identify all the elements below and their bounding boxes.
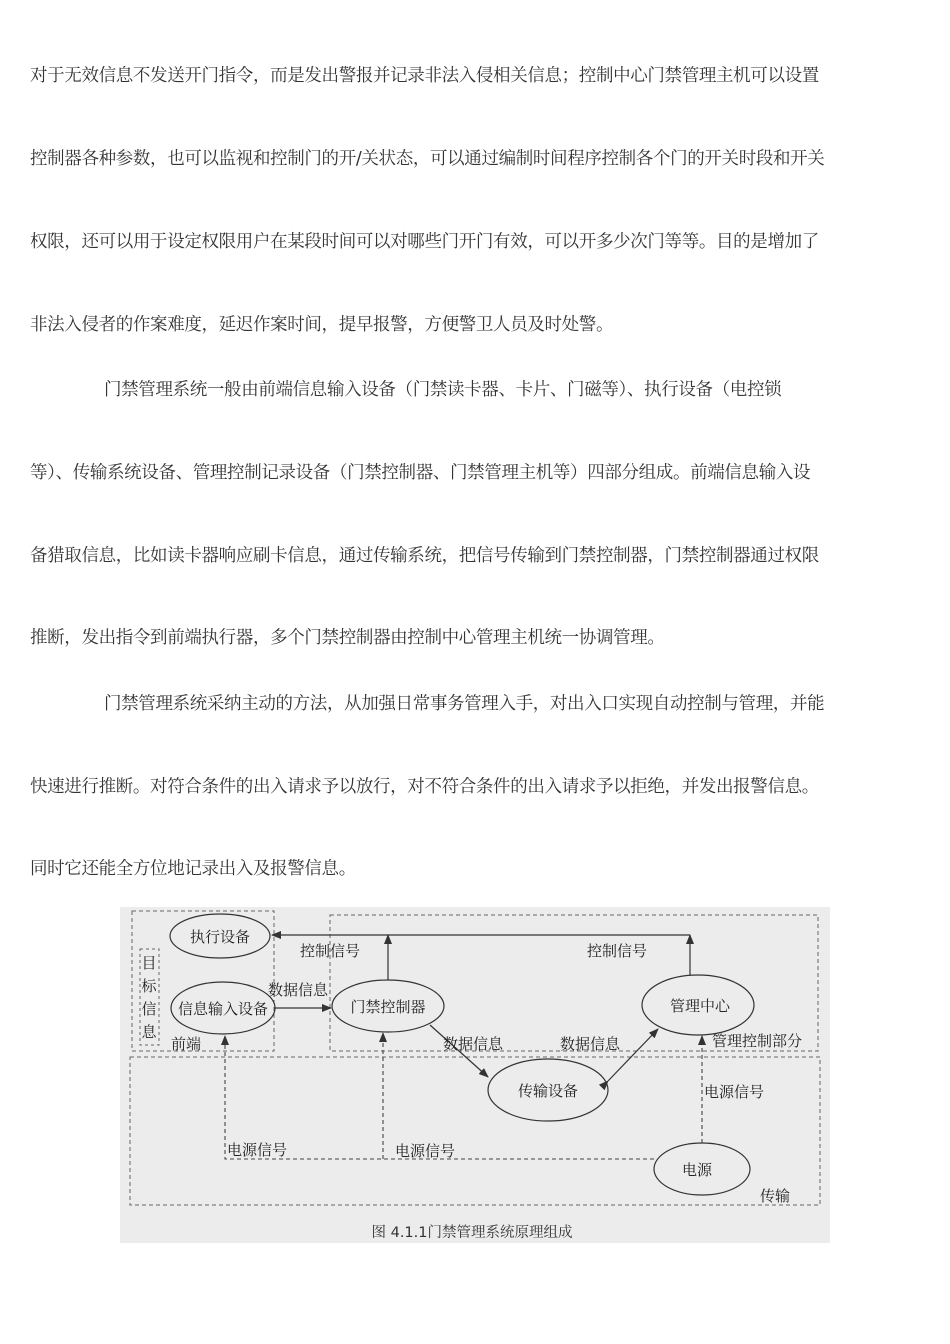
paragraph-1-line-3: 权限，还可以用于设定权限用户在某段时间可以对哪些门开门有效，可以开多少次门等等。目的是增加了 [30, 232, 819, 252]
controller-label: 门禁控制器 [350, 998, 426, 1016]
paragraph-1-line-4: 非法入侵者的作案难度，延迟作案时间，提早报警，方便警卫人员及时处警。 [30, 315, 614, 335]
input-device-label: 信息输入设备 [177, 1000, 269, 1018]
executor-label: 执行设备 [189, 928, 251, 946]
paragraph-2-line-4: 推断，发出指令到前端执行器，多个门禁控制器由控制中心管理主机统一协调管理。 [30, 628, 665, 648]
system-diagram-figure [120, 907, 830, 1243]
figure-caption: 图 4.1.1门禁管理系统原理组成 [371, 1225, 573, 1241]
power-label: 电源 [681, 1161, 713, 1179]
target-info-char-3: 信 [141, 1000, 157, 1018]
system-diagram [120, 907, 830, 1243]
paragraph-2-line-2: 等）、传输系统设备、管理控制记录设备（门禁控制器、门禁管理主机等）四部分组成。前端信息输入设 [30, 463, 811, 483]
power-signal-right-label: 电源信号 [704, 1083, 765, 1101]
power-signal-middle-label: 电源信号 [395, 1142, 456, 1160]
paragraph-1-line-2: 控制器各种参数，也可以监视和控制门的开/关状态，可以通过编制时间程序控制各个门的开关时段和开关 [30, 149, 825, 169]
paragraph-2-line-1: 门禁管理系统一般由前端信息输入设备（门禁读卡器、卡片、门磁等）、执行设备（电控锁 [104, 380, 782, 400]
data-info-controller-label: 数据信息 [443, 1035, 504, 1053]
paragraph-3-line-2: 快速进行推断。对符合条件的出入请求予以放行，对不符合条件的出入请求予以拒绝，并发出报警信息。 [30, 777, 819, 797]
paragraph-2-line-3: 备猎取信息，比如读卡器响应刷卡信息，通过传输系统，把信号传输到门禁控制器，门禁控制器通过权限 [30, 546, 819, 566]
transmission-device-label: 传输设备 [517, 1082, 579, 1100]
front-end-label: 前端 [171, 1035, 202, 1053]
management-part-label: 管理控制部分 [712, 1032, 803, 1050]
target-info-char-1: 目 [141, 954, 157, 972]
control-signal-right-label: 控制信号 [587, 942, 648, 960]
transmission-region [130, 1057, 820, 1205]
target-info-char-4: 息 [141, 1023, 157, 1041]
paragraph-1-line-1: 对于无效信息不发送开门指令，而是发出警报并记录非法入侵相关信息；控制中心门禁管理主机可以设置 [30, 66, 819, 86]
paragraph-3-line-3: 同时它还能全方位地记录出入及报警信息。 [30, 859, 356, 879]
management-center-label: 管理中心 [669, 997, 731, 1015]
data-info-center-label: 数据信息 [560, 1035, 621, 1053]
paragraph-3-line-1: 门禁管理系统采纳主动的方法，从加强日常事务管理入手，对出入口实现自动控制与管理，并能 [104, 694, 825, 714]
transmission-region-label: 传输 [760, 1187, 791, 1205]
target-info-char-2: 标 [141, 977, 157, 995]
power-signal-left-label: 电源信号 [227, 1141, 288, 1159]
data-info-input-label: 数据信息 [268, 981, 329, 999]
control-signal-left-label: 控制信号 [300, 942, 361, 960]
